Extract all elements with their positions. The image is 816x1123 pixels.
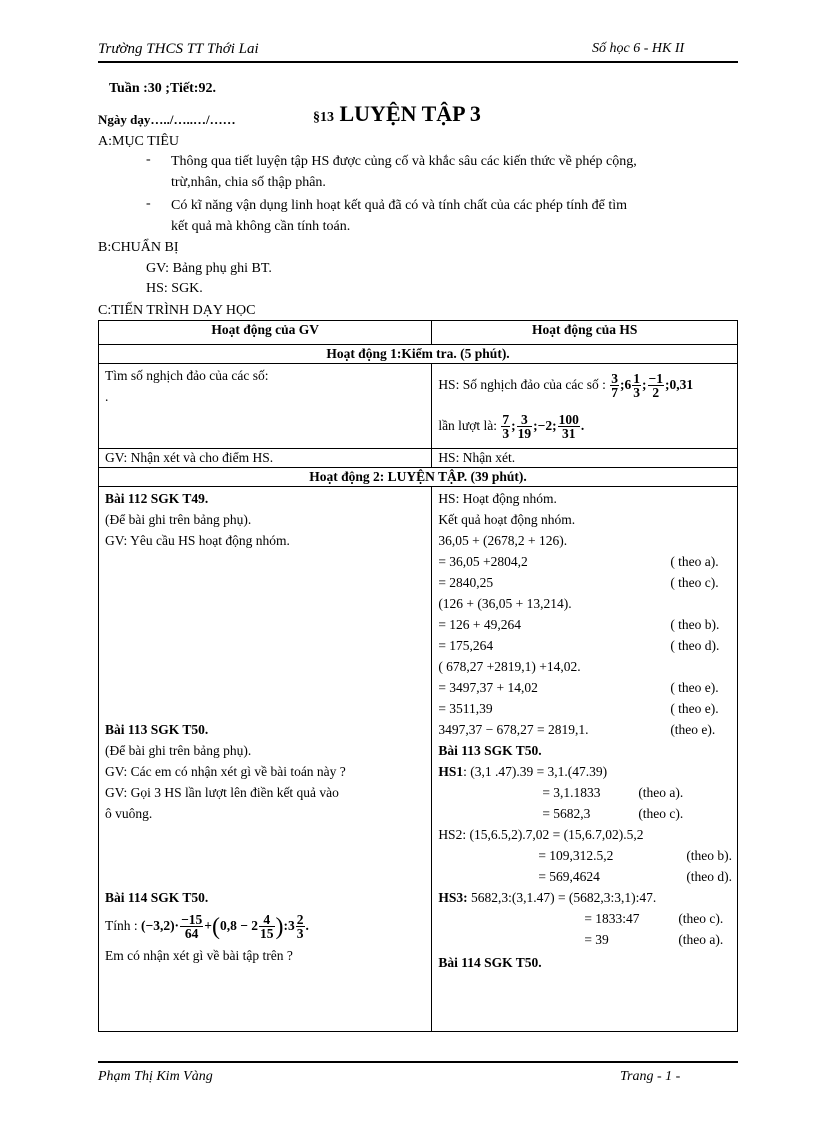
hs-112-expression: = 126 + 49,264: [438, 617, 522, 632]
hs-112-note: ( theo c).: [670, 575, 719, 590]
hs-113-line: [438, 782, 731, 803]
hs-112-expression: = 3497,37 + 14,02: [438, 680, 538, 695]
fraction-7-3: $\frac{7}{3}$: [502, 412, 510, 442]
preparation-hs: HS: SGK.: [146, 281, 203, 296]
objective-2-line-1: Có kĩ năng vận dụng linh hoạt kết quả đã có và tính chất của các phép tính để tìm: [171, 198, 628, 213]
page-footer: [98, 1061, 738, 1085]
lesson-title-text: LUYỆN TẬP 3: [339, 101, 481, 126]
hs-112-line: [438, 656, 731, 677]
hs-113-expression: = 39: [584, 932, 609, 947]
activity-1-title: Hoạt động 1:Kiểm tra. (5 phút).: [99, 345, 738, 364]
hs-113-expression: = 5682,3: [542, 806, 591, 821]
gv-114-expression: Tính : (−3,2)· $\frac{-15}{64}$ +(0,8 − 2 $\frac{4}{15}$ ):3 $\frac{2}{3}$ .: [105, 912, 309, 942]
gv-113-title: Bài 113 SGK T50.: [105, 722, 209, 737]
hs-113-note: (theo c).: [678, 911, 724, 926]
gv-113-task: GV: Gọi 3 HS lần lượt lên điền kết quả vào: [105, 785, 339, 800]
week-period: Tuần :30 ;Tiết:92.: [109, 81, 216, 96]
hs-112-note: ( theo e).: [670, 701, 719, 716]
fraction-3-7: $\frac{3}{7}$: [611, 371, 619, 401]
hs-112-line: [438, 614, 731, 635]
activity-1-title-row: [99, 345, 738, 364]
hs-112-line: [438, 593, 731, 614]
column-header-gv: Hoạt động của GV: [99, 321, 432, 345]
gv-112-title: Bài 112 SGK T49.: [105, 491, 209, 506]
page-header: [98, 39, 738, 63]
activity-2-title-row: [99, 468, 738, 487]
hs-113-expression: HS2: (15,6.5,2).7,02 = (15,6.7,02).5,2: [438, 827, 644, 842]
hs-result-prefix: lần lượt là:: [438, 418, 498, 433]
hs-112-line: [438, 719, 731, 740]
objective-2-line-2: kết quả mà không cần tính toán.: [171, 219, 351, 234]
hs-113-note: (theo d).: [686, 869, 733, 884]
activity-2-content-row: [99, 487, 738, 1032]
fraction-3-19: $\frac{3}{19}$: [517, 412, 532, 442]
school-name: Trường THCS TT Thới Lai: [98, 41, 259, 57]
hs-112-expression: = 2840,25: [438, 575, 494, 590]
preparation-gv: GV: Bảng phụ ghi BT.: [146, 261, 272, 276]
fraction-100-31: $\frac{100}{31}$: [558, 412, 579, 442]
bullet-dash: -: [146, 152, 151, 167]
gv-114-prefix: Tính :: [105, 918, 138, 933]
column-header-hs: Hoạt động của HS: [432, 321, 738, 345]
hs-112-line: [438, 635, 731, 656]
hs-112-note: ( theo b).: [670, 617, 720, 632]
hs-113-note: (theo a).: [678, 932, 724, 947]
hs-112-line: [438, 509, 731, 530]
author-name: Phạm Thị Kim Vàng: [98, 1069, 213, 1084]
bullet-dash: -: [146, 196, 151, 211]
objective-1-line-1: Thông qua tiết luyện tập HS được củng cố và khắc sâu các kiến thức về phép cộng,: [171, 154, 637, 169]
section-number: §13: [313, 110, 334, 125]
hs-112-note: ( theo a).: [670, 554, 719, 569]
hs-112-expression: Kết quả hoạt động nhóm.: [438, 512, 576, 527]
hs-113-title: Bài 113 SGK T50.: [438, 743, 542, 758]
hs-113-line: [438, 824, 731, 845]
objectives-heading: A:MỤC TIÊU: [98, 134, 180, 149]
hs-reciprocal-numbers: $\frac{3}{7}$ ;6 $\frac{1}{3}$ ; $\frac{-1}{2}$ ;0,31: [611, 371, 694, 401]
objective-1-line-2: trừ,nhân, chia số thập phân.: [171, 175, 326, 190]
hs-113-label: HS3:: [438, 890, 468, 905]
hs-112-line: [438, 488, 731, 509]
hs-112-line: [438, 572, 731, 593]
hs-112-expression: 3497,37 − 678,27 = 2819,1.: [438, 722, 589, 737]
gv-113-note: (Để bài ghi trên bảng phụ).: [105, 743, 252, 758]
hs-112-expression: = 36,05 +2804,2: [438, 554, 528, 569]
gv-113-task-cont: ô vuông.: [105, 806, 153, 821]
activity-1-gv-cell: [99, 364, 432, 449]
hs-113-line: [438, 761, 731, 782]
lesson-title: [313, 101, 481, 127]
hs-112-list: [438, 488, 731, 740]
gv-112-note: (Để bài ghi trên bảng phụ).: [105, 512, 252, 527]
subject-label: Số học 6 - HK II: [592, 41, 685, 56]
hs-112-expression: ( 678,27 +2819,1) +14,02.: [438, 659, 581, 674]
hs-result-line: lần lượt là: $\frac{7}{3}$ ; $\frac{3}{19}$ ;−2; $\frac{100}{31}$ .: [438, 412, 585, 442]
hs-112-note: (theo e).: [670, 722, 716, 737]
hs-113-note: (theo a).: [638, 785, 684, 800]
activity-1-task-row: [99, 364, 738, 449]
gv-114-question: Em có nhận xét gì về bài tập trên ?: [105, 947, 293, 963]
hs-112-line: [438, 677, 731, 698]
hs-112-note: ( theo d).: [670, 638, 720, 653]
hs-113-note: (theo c).: [638, 806, 684, 821]
fraction-neg15-64: $\frac{-15}{64}$: [181, 912, 203, 942]
activity-2-title: Hoạt động 2: LUYỆN TẬP. (39 phút).: [99, 468, 738, 487]
hs-112-expression: HS: Hoạt động nhóm.: [438, 491, 557, 506]
fraction-2-3: $\frac{2}{3}$: [296, 912, 304, 942]
teaching-date: Ngày dạy…../…..…/……: [98, 112, 236, 127]
hs-113-label: HS1: [438, 764, 464, 779]
hs-113-list: [438, 761, 731, 950]
hs-reciprocal-line: [438, 365, 731, 405]
hs-112-line: [438, 551, 731, 572]
hs-reciprocal-prefix: HS: Số nghịch đảo của các số :: [438, 377, 606, 392]
activity-1-comment-row: [99, 449, 738, 468]
hs-113-expression: : (3,1 .47).39 = 3,1.(47.39): [463, 764, 608, 779]
hs-114-title: Bài 114 SGK T50.: [438, 955, 542, 970]
hs-113-line: [438, 908, 731, 929]
process-heading: C:TIẾN TRÌNH DẠY HỌC: [98, 303, 256, 318]
activity-2-gv-cell: [99, 487, 432, 1032]
page-number: Trang - 1 -: [620, 1069, 681, 1084]
hs-112-note: ( theo e).: [670, 680, 719, 695]
fraction-4-15: $\frac{4}{15}$: [260, 912, 274, 942]
table-header-row: [99, 321, 738, 345]
gv-112-task: GV: Yêu cầu HS hoạt động nhóm.: [105, 533, 290, 548]
hs-113-expression: = 3,1.1833: [542, 785, 601, 800]
hs-113-note: (theo b).: [686, 848, 733, 863]
activity-table: [98, 320, 738, 1032]
gv-114-title: Bài 114 SGK T50.: [105, 890, 209, 905]
gv-comment: GV: Nhận xét và cho điểm HS.: [99, 449, 432, 468]
fraction-neg1-2: $\frac{-1}{2}$: [648, 371, 663, 401]
hs-113-line: [438, 803, 731, 824]
hs-113-expression: = 109,312.5,2: [538, 848, 614, 863]
hs-112-line: [438, 530, 731, 551]
hs-112-expression: 36,05 + (2678,2 + 126).: [438, 533, 568, 548]
hs-112-expression: = 3511,39: [438, 701, 493, 716]
hs-113-line: [438, 845, 731, 866]
fraction-1-3: $\frac{1}{3}$: [633, 371, 641, 401]
hs-113-expression: = 1833:47: [584, 911, 640, 926]
preparation-heading: B:CHUẨN BỊ: [98, 240, 179, 255]
activity-1-hs-cell: [432, 364, 738, 449]
activity-2-hs-cell: [432, 487, 738, 1032]
hs-113-expression: 5682,3:(3,1.47) = (5682,3:3,1):47.: [467, 890, 657, 905]
hs-113-line: [438, 887, 731, 908]
hs-112-expression: = 175,264: [438, 638, 494, 653]
hs-113-line: [438, 866, 731, 887]
hs-113-line: [438, 929, 731, 950]
hs-comment: HS: Nhận xét.: [432, 449, 738, 468]
hs-112-line: [438, 698, 731, 719]
hs-113-expression: = 569,4624: [538, 869, 600, 884]
gv-task: Tìm số nghịch đảo của các số:: [105, 368, 269, 383]
gv-113-question: GV: Các em có nhận xét gì về bài toán này ?: [105, 764, 346, 779]
gv-task-dot: .: [105, 389, 109, 404]
objective-item-2: [171, 195, 627, 237]
objective-item-1: [171, 151, 637, 193]
hs-112-expression: (126 + (36,05 + 13,214).: [438, 596, 572, 611]
